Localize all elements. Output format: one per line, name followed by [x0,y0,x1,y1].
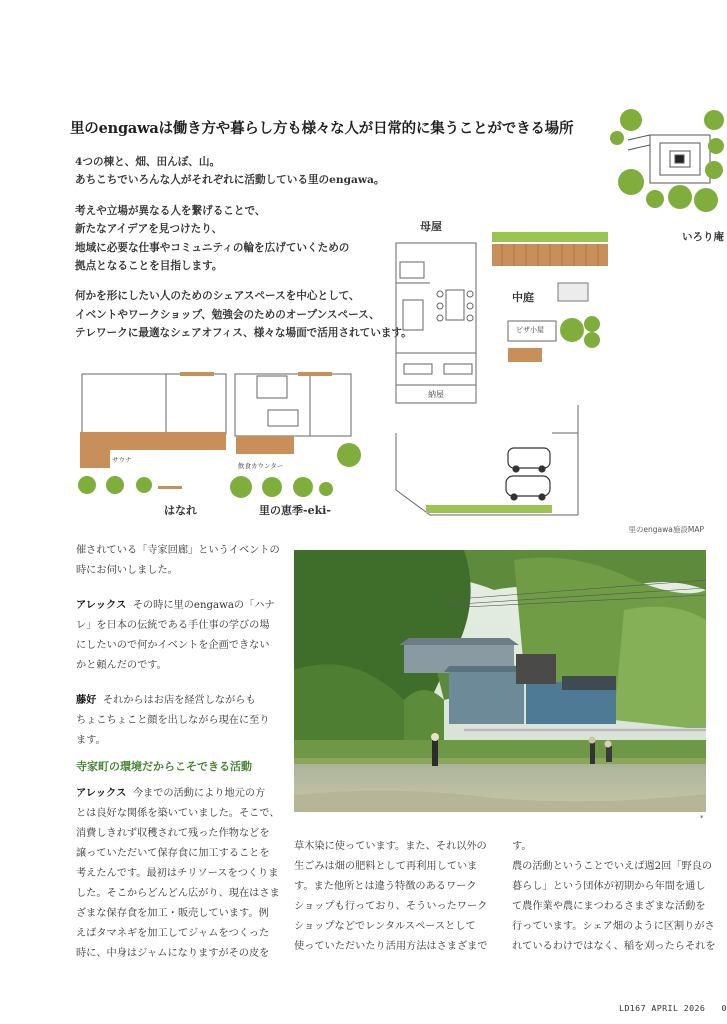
issue-label: LD167 APRIL 2026 [619,1003,706,1013]
pizza-trees [560,316,600,348]
map-label-hanare: はなれ [164,504,197,517]
omoya-building [396,243,476,403]
middle-column: 草木染に使っています。また、それ以外の 生ごみは畑の肥料として再利用していま す。また他所とは違う特徴のあるワーク ショップも行っており、そういったワーク ショップなどでレンタルスペースとして 使っていただいたり活用方法はさまざまで [294,841,488,952]
eki-building [235,374,351,436]
left-column: 催されている「寺家回廊」というイベントの 時にお伺いしました。 アレックス その時に里のengawaの「ハナ レ」を日本の伝統である手仕事の学びの場 にしたいので何かイベントを企画できない かと頼んだのです。 藤好 それからはお店を経営しながらも ちょこちょこと顔を出しながら現在に至り ます。 寺家町の環境だからこそできる活動 アレックス 今までの活動により地元の方 とは良好な関係を築いていました。そこで、 消費しきれず収穫されて残った作物などを 譲っていただいて保存食に加工することを 考えたんです。最初はチリソースをつくりま した。そこからどんどん広がり、現在はさま ざまな保存食を加工・販売しています。例 えばタマネギを加工してジャムをつくった 時に、中身はジャムになりますがその皮を [76,541,281,978]
hanare-deck [110,432,226,450]
map-label-pizza: ピザ小屋 [516,326,544,334]
map-label-sauna: サウナ [112,456,132,464]
map-label-nakaniwa: 中庭 [512,291,534,304]
dialogue-fujiyoshi: 藤好 それからはお店を経営しながらも ちょこちょこと顔を出しながら現在に至り ます。 [76,694,270,746]
speaker-name: 藤好 [76,694,97,706]
page-number: 0 [721,1003,727,1013]
article-title: 里のengawaは働き方や暮らし方も様々な人が日常的に集うことができる場所 [70,120,574,137]
speaker-name: アレックス [76,599,127,611]
irori-trees [610,109,724,212]
map-label-irori: いろり庵 [682,231,724,243]
speaker-name: アレックス [76,787,127,799]
map-label-omoya: 母屋 [420,220,442,233]
sauna-deck [80,432,110,468]
dialogue-alex-2: アレックス 今までの活動により地元の方 とは良好な関係を築いていました。そこで、 消費しきれず収穫されて残った作物などを 譲っていただいて保存食に加工することを 考えたんです。最初はチリソースをつくりま した。そこからどんどん広がり、現在はさま ざまな保存食を加工・販売しています。例 えばタマネギを加工してジャムをつくった 時に、中身はジャムになりますがその皮を [76,787,280,959]
intro-paragraph-3: 何かを形にしたい人のためのシェアスペースを中心として、 イベントやワークショップ、勉強会のためのオープンスペース、 テレワークに最適なシェアオフィス、様々な場面で活用されています。 [75,290,412,340]
page-footer [619,1003,727,1013]
map-label-naya: 納屋 [428,390,444,399]
pizza-deck [508,348,542,362]
naya-outline [396,405,578,515]
map-caption: 里のengawa施設MAP [628,525,704,534]
cars [506,448,550,500]
hanare-trees [78,476,152,494]
landscape-photo [294,550,706,812]
intro-paragraph-1: 4つの棟と、畑、田んぼ、山。 あちこちでいろんな人がそれぞれに活動している里のengawa。 [75,156,385,187]
right-column: す。 農の活動ということでいえば週2回「野良の 暮らし」という団体が初期から年間を通し て農作業や農にまつわるさまざまな活動を 行っています。シェア畑のように区割りがさ れているわけではなく、稲を刈ったらそれを [512,841,716,952]
map-label-counter: 飲食カウンター [238,462,284,470]
eki-counter-deck [236,436,294,454]
photo-credit-mark: * [700,814,704,822]
courtyard-bench [558,283,588,301]
intro-paragraph-2: 考えや立場が異なる人を繋げることで、 新たなアイデアを見つけたり、 地域に必要な仕事やコミュニティの輪を広げていくための 拠点となることを目指します。 [75,204,350,273]
map-label-eki: 里の恵季-eki- [259,504,331,517]
section-heading: 寺家町の環境だからこそできる活動 [76,760,252,773]
hanare-building [82,374,226,434]
dialogue-alex-1: アレックス その時に里のengawaの「ハナ レ」を日本の伝統である手仕事の学びの場 にしたいので何かイベントを企画できない かと頼んだのです。 [76,599,275,671]
